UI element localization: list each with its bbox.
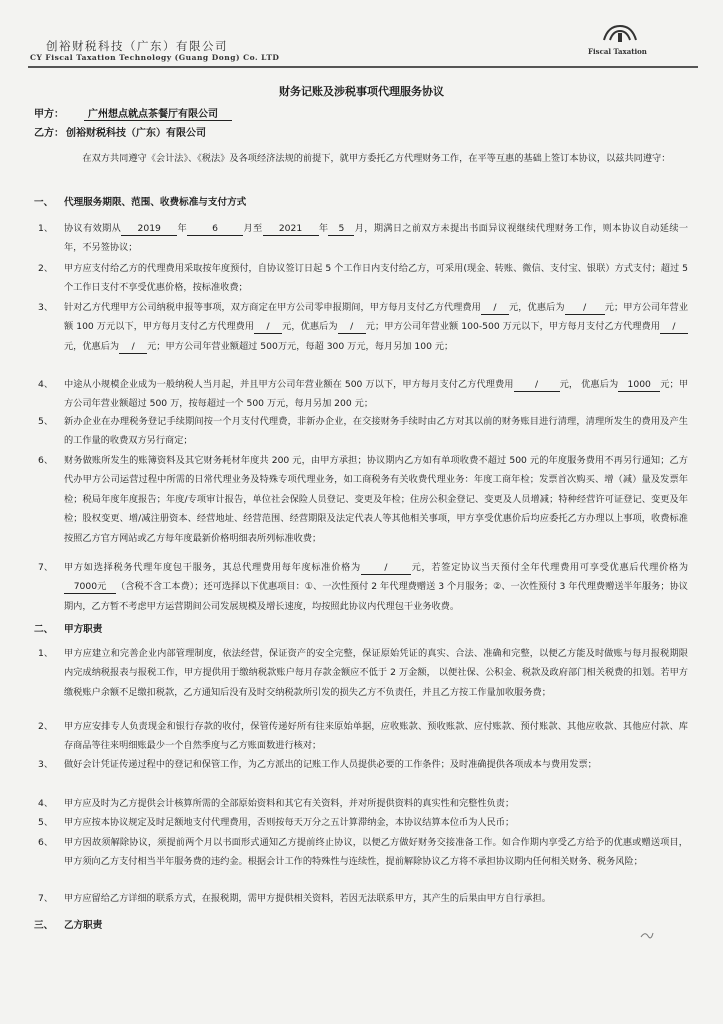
party-b-name: 创裕财税科技（广东）有限公司 bbox=[66, 128, 206, 139]
item-text: 年 bbox=[318, 223, 329, 234]
field-end-year: 2021 bbox=[263, 222, 319, 236]
item-2-5-number: 5、 bbox=[38, 817, 54, 828]
item-1-5-number: 5、 bbox=[38, 416, 54, 427]
item-1-5: 新办企业在办理税务登记手续期间按一个月支付代理费，非新办企业，在交接财务手续时由乙方对其以前的财务账目进行清理，清理所发生的费用及产生的工作量的收费双方另行商定； bbox=[64, 416, 688, 447]
field-start-year: 2019 bbox=[121, 222, 177, 236]
item-text: 年 bbox=[177, 223, 188, 234]
item-text: 元，若签定协议当天预付全年代理费用可享受优惠后代理价格为 bbox=[410, 562, 689, 573]
document-title: 财务记账及涉税事项代理服务协议 bbox=[279, 85, 444, 98]
item-1-7-number: 7、 bbox=[38, 562, 54, 573]
field-fee: / bbox=[361, 561, 411, 575]
item-text: 协议有效期从 bbox=[64, 223, 122, 234]
item-2-7: 甲方应留给乙方详细的联系方式，在报税期，需甲方提供相关资料，若因无法联系甲方，其产生的后果由甲方自行承担。 bbox=[64, 893, 551, 904]
party-a bbox=[34, 105, 232, 121]
item-text: 元，优惠后为 bbox=[282, 321, 338, 333]
item-text: 月至 bbox=[243, 223, 263, 234]
field-fee: / bbox=[481, 301, 509, 315]
item-text: 甲方如选择税务代理年度包干服务，其总代理费用每年度标准价格为 bbox=[64, 562, 361, 573]
item-2-6-number: 6、 bbox=[38, 837, 54, 848]
item-text: （含税不含工本费）；还可选择以下优惠项目：①、一次性预付 2 年代理费赠送 3 个月服务；②、一次性预付 3 年代理费赠送半年服务；协议期内，乙方暂不考虑甲方运营期间公司发展规模及增长速度，均按照此协议内代理包干业务收费。 bbox=[64, 581, 688, 612]
party-a-name: 广州想点就点茶餐厅有限公司 bbox=[84, 105, 232, 121]
item-1-3 bbox=[64, 298, 688, 356]
item-2-2: 甲方应安排专人负责现金和银行存款的收付，保管传递好所有往来原始单据，应收账款、预收账款、应付账款、预付账款、其他应收款、其他应付款、库存商品等往来明细账最少一个自然季度与乙方账面数进行核对； bbox=[64, 721, 688, 752]
item-2-1: 甲方应建立和完善企业内部管理制度，依法经营，保证资产的安全完整，保证原始凭证的真实、合法、准确和完整，以便乙方能及时做账与每月报税期限内完成纳税报表与报税工作，甲方提供用于缴纳税款账户每月存款金额应不低于 2 万金额， 以便社保、公积金、税款及政府部门相关税费的扣划。若甲方缴税账户余额不足缴扣税款，乙方通知后没有及时交纳税款所引发的损失乙方不负责任，并且乙方按工作量加收服务费； bbox=[64, 648, 688, 698]
item-2-3: 做好会计凭证传递过程中的登记和保管工作，为乙方派出的记账工作人员提供必要的工作条件；及时准确提供各项成本与费用发票； bbox=[64, 759, 597, 770]
field-fee: / bbox=[660, 320, 688, 334]
field-fee: / bbox=[565, 301, 605, 315]
item-text: 元，优惠后为 bbox=[64, 340, 120, 352]
item-1-1-number: 1、 bbox=[38, 223, 54, 234]
item-2-2-number: 2、 bbox=[38, 721, 54, 732]
company-name-en: CY Fiscal Taxation Technology (Guang Dong) Co. LTD bbox=[30, 53, 280, 62]
item-text: 中途从小规模企业成为一般纳税人当月起，并且甲方公司年营业额在 500 万以下，甲方每月支付乙方代理费用 bbox=[64, 379, 514, 390]
field-fee: 7000元 bbox=[64, 580, 116, 594]
item-1-2: 甲方应支付给乙方的代理费用采取按年度预付，自协议签订日起 5 个工作日内支付给乙方，可采用(现金、转账、微信、支付宝、银联）方式支付；超过 5 个工作日支付不享受优惠价格，按标准收费； bbox=[64, 263, 688, 294]
logo-caption: Fiscal Taxation bbox=[588, 47, 647, 56]
section-2-number: 二、 bbox=[34, 624, 54, 635]
item-2-6: 甲方因故须解除协议，须提前两个月以书面形式通知乙方提前终止协议，以便乙方做好财务交接准备工作。如合作期内享受乙方给予的优惠或赠送项目，甲方须向乙方支付相当半年服务费的违约金。根据会计工作的特殊性与连续性，提前解除协议乙方将不承担协议期内任何相关财务、税务风险； bbox=[64, 837, 688, 868]
company-name-cn: 创裕财税科技（广东）有限公司 bbox=[46, 39, 228, 53]
party-b-label: 乙方： bbox=[34, 128, 64, 139]
section-3-heading bbox=[34, 916, 102, 935]
item-2-4: 甲方应及时为乙方提供会计核算所需的全部原始资料和其它有关资料，并对所提供资料的真实性和完整性负责； bbox=[64, 798, 515, 809]
item-1-3-number: 3、 bbox=[38, 302, 54, 313]
item-text: 元；甲方公司年营业额 100-500 万元以下，甲方每月支付乙方代理费用 bbox=[365, 321, 660, 333]
party-a-label: 甲方： bbox=[34, 109, 64, 120]
item-1-4-number: 4、 bbox=[38, 379, 54, 390]
item-1-6-number: 6、 bbox=[38, 455, 54, 466]
item-text: 针对乙方代理甲方公司纳税申报等事项，双方商定在甲方公司零申报期间，甲方每月支付乙方代理费用 bbox=[64, 302, 481, 313]
section-2-heading bbox=[34, 620, 102, 639]
item-1-6: 财务做账所发生的账簿资料及其它财务耗材年度共 200 元，由甲方承担；协议期内乙方如有单项收费不超过 500 元的年度服务费用不再另行通知；乙方代办甲方公司运营过程中所需的日常代理业务及特殊专项代理业务，如工商税务有关收费代理业务：年度工商年检；发票首次购买、增（减）量及发票年检；税局年度年度报告；年度/专项审计报告，单位社会保险人员登记、变更及年检；住房公积金登记、变更及人员增减；特种经营许可证登记、变更及年检；股权变更、增/减注册资本、经营地址、经营范围、经营期限及法定代表人等其他相关事项，甲方享受优惠价后均应委托乙方办理以上事项，收费标准按照乙方官方网站或乙方每年度最新价格明细表所列标准收费； bbox=[64, 455, 688, 544]
item-text: 月，期满日之前双方未提出书面异议视继续代理财务工作，则本协议自动延续一年，不另签协议； bbox=[64, 223, 689, 254]
item-text: 元， 优惠后为 bbox=[559, 379, 619, 390]
item-2-7-number: 7、 bbox=[38, 893, 54, 904]
field-fee: 1000 bbox=[618, 378, 660, 392]
item-1-7 bbox=[64, 558, 688, 616]
item-text: 元；甲方公司年营业额超过 500万元，每超 300 万元，每月另加 100 元； bbox=[147, 340, 454, 352]
item-1-1 bbox=[64, 219, 688, 258]
field-end-month: 5 bbox=[328, 222, 354, 236]
intro-paragraph: 在双方共同遵守《会计法》、《税法》及各项经济法规的前提下，就甲方委托乙方代理财务工作，在平等互惠的基础上签订本协议，以兹共同遵守： bbox=[82, 153, 671, 164]
section-1-heading bbox=[34, 193, 246, 212]
company-logo-icon bbox=[600, 22, 640, 44]
item-2-3-number: 3、 bbox=[38, 759, 54, 770]
item-1-4 bbox=[64, 375, 688, 414]
section-3-title: 乙方职责 bbox=[64, 920, 103, 931]
section-1-number: 一、 bbox=[34, 197, 54, 208]
item-text: 元；甲方公司年营业额超过 500 万，按每超过一个 500 万元，每月另加 200 元； bbox=[64, 379, 689, 410]
item-text: 元，优惠后为 bbox=[508, 302, 565, 313]
field-fee: / bbox=[514, 378, 560, 392]
item-text: 元；甲方公司年营业额 100 万元以下，甲方每月支付乙方代理费用 bbox=[64, 302, 689, 333]
section-2-title: 甲方职责 bbox=[64, 624, 103, 635]
field-fee: / bbox=[254, 320, 282, 334]
field-fee: / bbox=[338, 320, 366, 334]
section-3-number: 三、 bbox=[34, 920, 54, 931]
item-2-4-number: 4、 bbox=[38, 798, 54, 809]
item-1-2-number: 2、 bbox=[38, 263, 54, 274]
pen-mark-icon bbox=[640, 930, 654, 940]
field-fee: / bbox=[119, 340, 147, 354]
item-2-5: 甲方应按本协议规定及时足额地支付代理费用，否则按每天万分之五计算滞纳金，本协议结算本位币为人民币； bbox=[64, 817, 515, 828]
item-2-1-number: 1、 bbox=[38, 648, 54, 659]
field-start-month: 6 bbox=[187, 222, 243, 236]
party-b bbox=[34, 124, 206, 139]
header-divider bbox=[28, 66, 698, 68]
section-1-title: 代理服务期限、范围、收费标准与支付方式 bbox=[64, 197, 247, 208]
